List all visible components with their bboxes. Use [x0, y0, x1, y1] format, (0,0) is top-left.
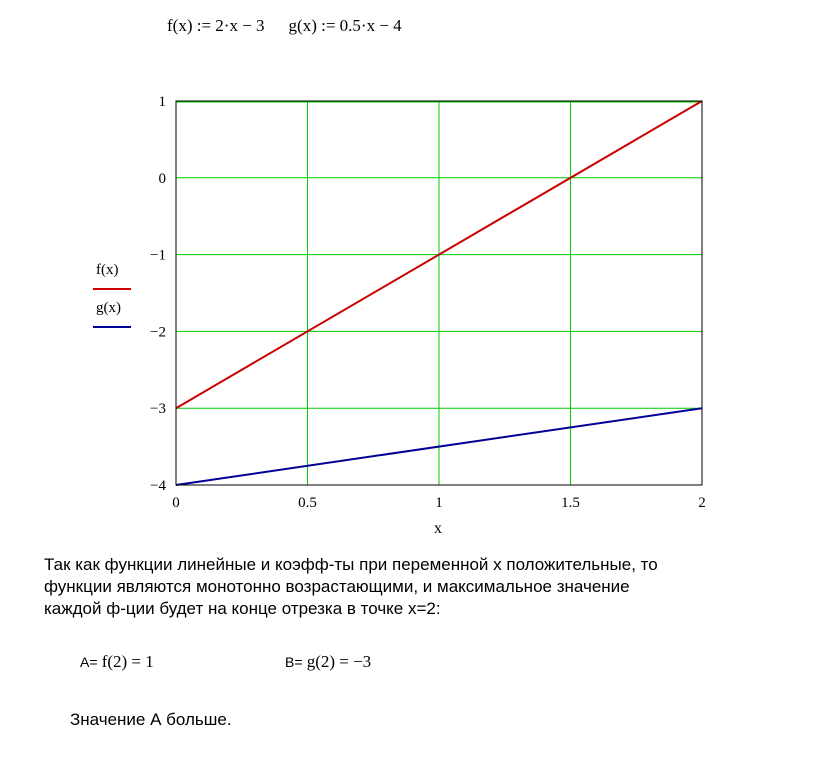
x-tick-label: 2	[698, 495, 706, 511]
explanation-line-3: каждой ф-ции будет на конце отрезка в точке x=2:	[44, 599, 441, 618]
y-tick-label: 0	[158, 170, 166, 187]
x-tick-label: 0.5	[298, 495, 317, 511]
x-tick-label: 0	[172, 495, 180, 511]
result-a-label: A=	[80, 654, 98, 670]
result-b-label: B=	[285, 654, 303, 670]
y-tick-label: −3	[150, 401, 166, 418]
result-b-expression: g(2) = −3	[306, 652, 372, 671]
result-b	[285, 652, 371, 672]
y-tick-label: −1	[150, 247, 166, 264]
result-a	[80, 652, 154, 672]
y-tick-label: 1	[158, 94, 166, 110]
explanation-line-1: Так как функции линейные и коэфф-ты при переменной x положительные, то	[44, 555, 658, 574]
x-tick-label: 1.5	[561, 495, 580, 511]
explanation-text	[44, 554, 804, 620]
y-tick-label: −2	[150, 324, 166, 341]
legend-g-line	[93, 326, 131, 328]
f-definition: f(x) := 2·x − 3	[167, 16, 265, 35]
legend-g-label: g(x)	[96, 300, 121, 316]
x-axis-label: x	[434, 520, 442, 537]
conclusion-text: Значение А больше.	[70, 710, 232, 729]
g-definition: g(x) := 0.5·x − 4	[288, 16, 402, 35]
legend-f-label: f(x)	[96, 262, 119, 278]
result-a-expression: f(2) = 1	[101, 652, 154, 671]
y-tick-label: −4	[150, 478, 166, 494]
x-tick-label: 1	[435, 495, 443, 511]
explanation-line-2: функции являются монотонно возрастающими, и максимальное значение	[44, 577, 630, 596]
legend-f-line	[93, 288, 131, 290]
